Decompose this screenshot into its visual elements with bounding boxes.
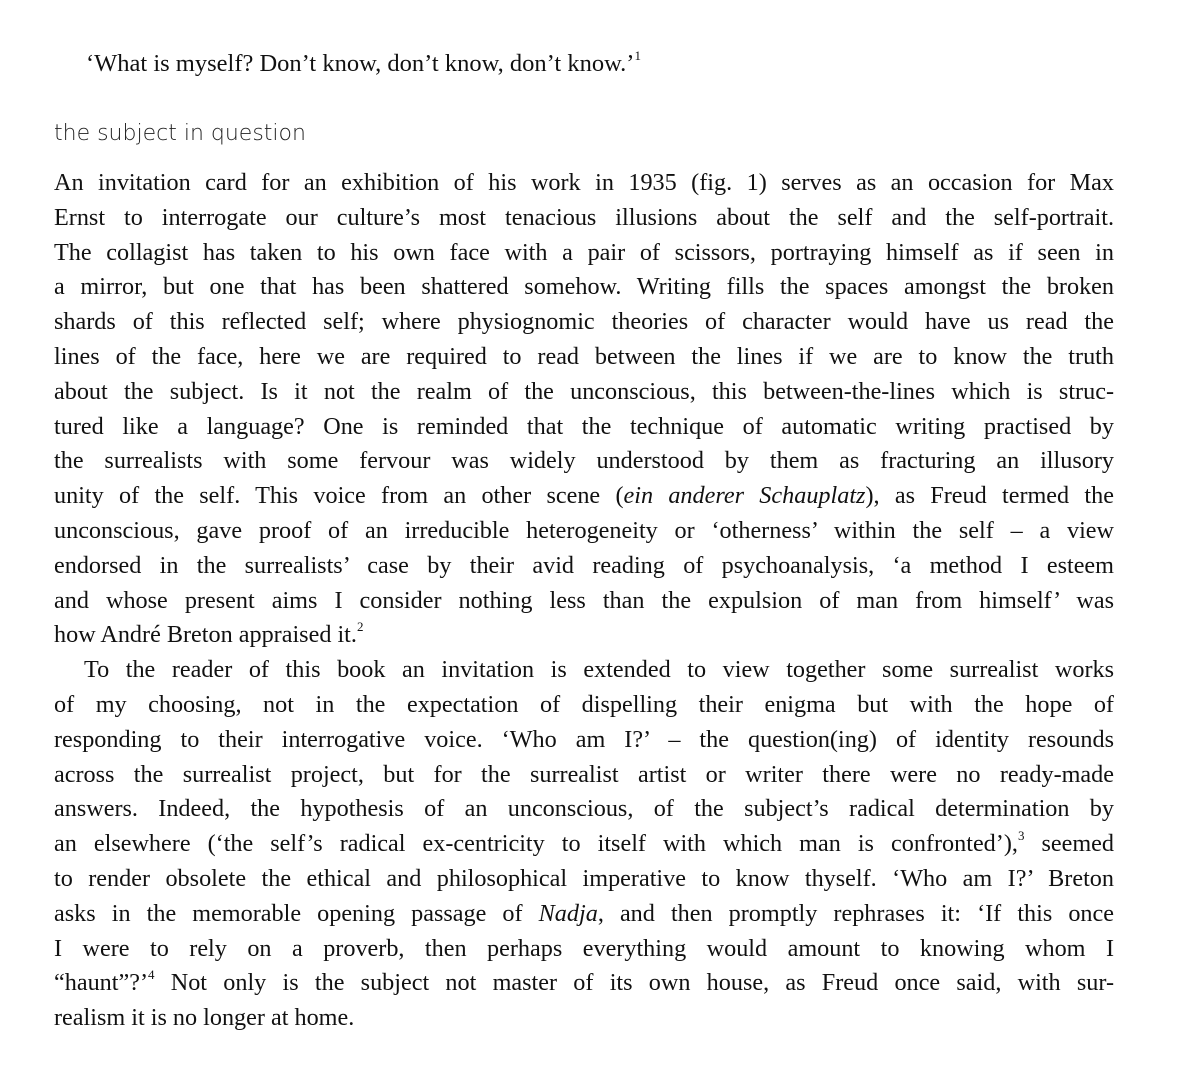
italic-title: Nadja: [538, 899, 598, 927]
text-line: To the reader of this book an invitation is extended to view together some surrealist works: [84, 656, 1114, 684]
text-run: Not only is the subject not master of its own house, as Freud once said, with sur-: [154, 969, 1114, 997]
text-line: realism it is no longer at home.: [54, 1004, 355, 1032]
text-run: , and then promptly rephrases it: ‘If this once: [597, 899, 1115, 927]
text-line: to render obsolete the ethical and philosophical imperative to know thyself. ‘Who am I?’ Breton: [54, 864, 1114, 892]
text-line: tured like a language? One is reminded that the technique of automatic writing practised by: [54, 412, 1114, 440]
footnote-ref-1: 1: [634, 47, 641, 63]
paragraph-1: [54, 166, 1114, 653]
text-line: [54, 479, 1114, 514]
text-line: An invitation card for an exhibition of his work in 1935 (fig. 1) serves as an occasion for Max: [54, 169, 1114, 196]
text-run: asks in the memorable opening passage of: [54, 899, 539, 927]
footnote-ref-3: 3: [1017, 828, 1025, 844]
text-line: [54, 618, 1114, 653]
text-line: endorsed in the surrealists’ case by their avid reading of psychoanalysis, ‘a method I esteem: [54, 551, 1114, 579]
text-line: the surrealists with some fervour was widely understood by them as fracturing an illusory: [54, 447, 1114, 475]
text-line: [54, 827, 1114, 862]
text-line: I were to rely on a proverb, then perhaps everything would amount to knowing whom I: [54, 934, 1114, 962]
text-run: seemed: [1024, 830, 1114, 858]
text-run: unity of the self. This voice from an other scene (: [54, 482, 624, 510]
text-run: how André Breton appraised it.: [54, 621, 357, 649]
epigraph-text: ‘What is myself? Don’t know, don’t know, don’t know.’: [86, 50, 635, 77]
text-line: [54, 966, 1114, 1001]
text-line: Ernst to interrogate our culture’s most tenacious illusions about the self and the self-portrait.: [54, 203, 1114, 231]
text-line: and whose present aims I consider nothing less than the expulsion of man from himself’ was: [54, 586, 1114, 614]
text-line: shards of this reflected self; where physiognomic theories of character would have us read the: [54, 308, 1114, 336]
footnote-ref-2: 2: [356, 619, 364, 635]
text-line: lines of the face, here we are required to read between the lines if we are to know the truth: [54, 342, 1114, 370]
text-run: “haunt”?’: [54, 969, 148, 997]
text-line: unconscious, gave proof of an irreducible heterogeneity or ‘otherness’ within the self – a view: [54, 516, 1114, 544]
text-line: of my choosing, not in the expectation of dispelling their enigma but with the hope of: [54, 690, 1114, 718]
text-line: answers. Indeed, the hypothesis of an unconscious, of the subject’s radical determination by: [54, 795, 1114, 823]
text-line: responding to their interrogative voice. ‘Who am I?’ – the question(ing) of identity resounds: [54, 725, 1114, 753]
paragraph-2: [54, 653, 1114, 1036]
epigraph: [86, 47, 641, 78]
section-heading: the subject in question: [54, 121, 306, 146]
text-line: [54, 897, 1114, 932]
text-line: a mirror, but one that has been shattered somehow. Writing fills the spaces amongst the broken: [54, 273, 1114, 301]
text-run: ), as Freud termed the: [865, 482, 1114, 510]
body-text: [54, 166, 1114, 1036]
text-line: about the subject. Is it not the realm of the unconscious, this between-the-lines which is struc-: [54, 377, 1114, 405]
text-line: The collagist has taken to his own face with a pair of scissors, portraying himself as if seen in: [54, 238, 1114, 266]
text-run: an elsewhere (‘the self’s radical ex-centricity to itself with which man is confronted’),: [54, 830, 1018, 858]
text-line: across the surrealist project, but for the surrealist artist or writer there were no ready-made: [54, 760, 1114, 788]
italic-phrase: ein anderer Schauplatz: [623, 482, 866, 510]
footnote-ref-4: 4: [148, 967, 155, 983]
